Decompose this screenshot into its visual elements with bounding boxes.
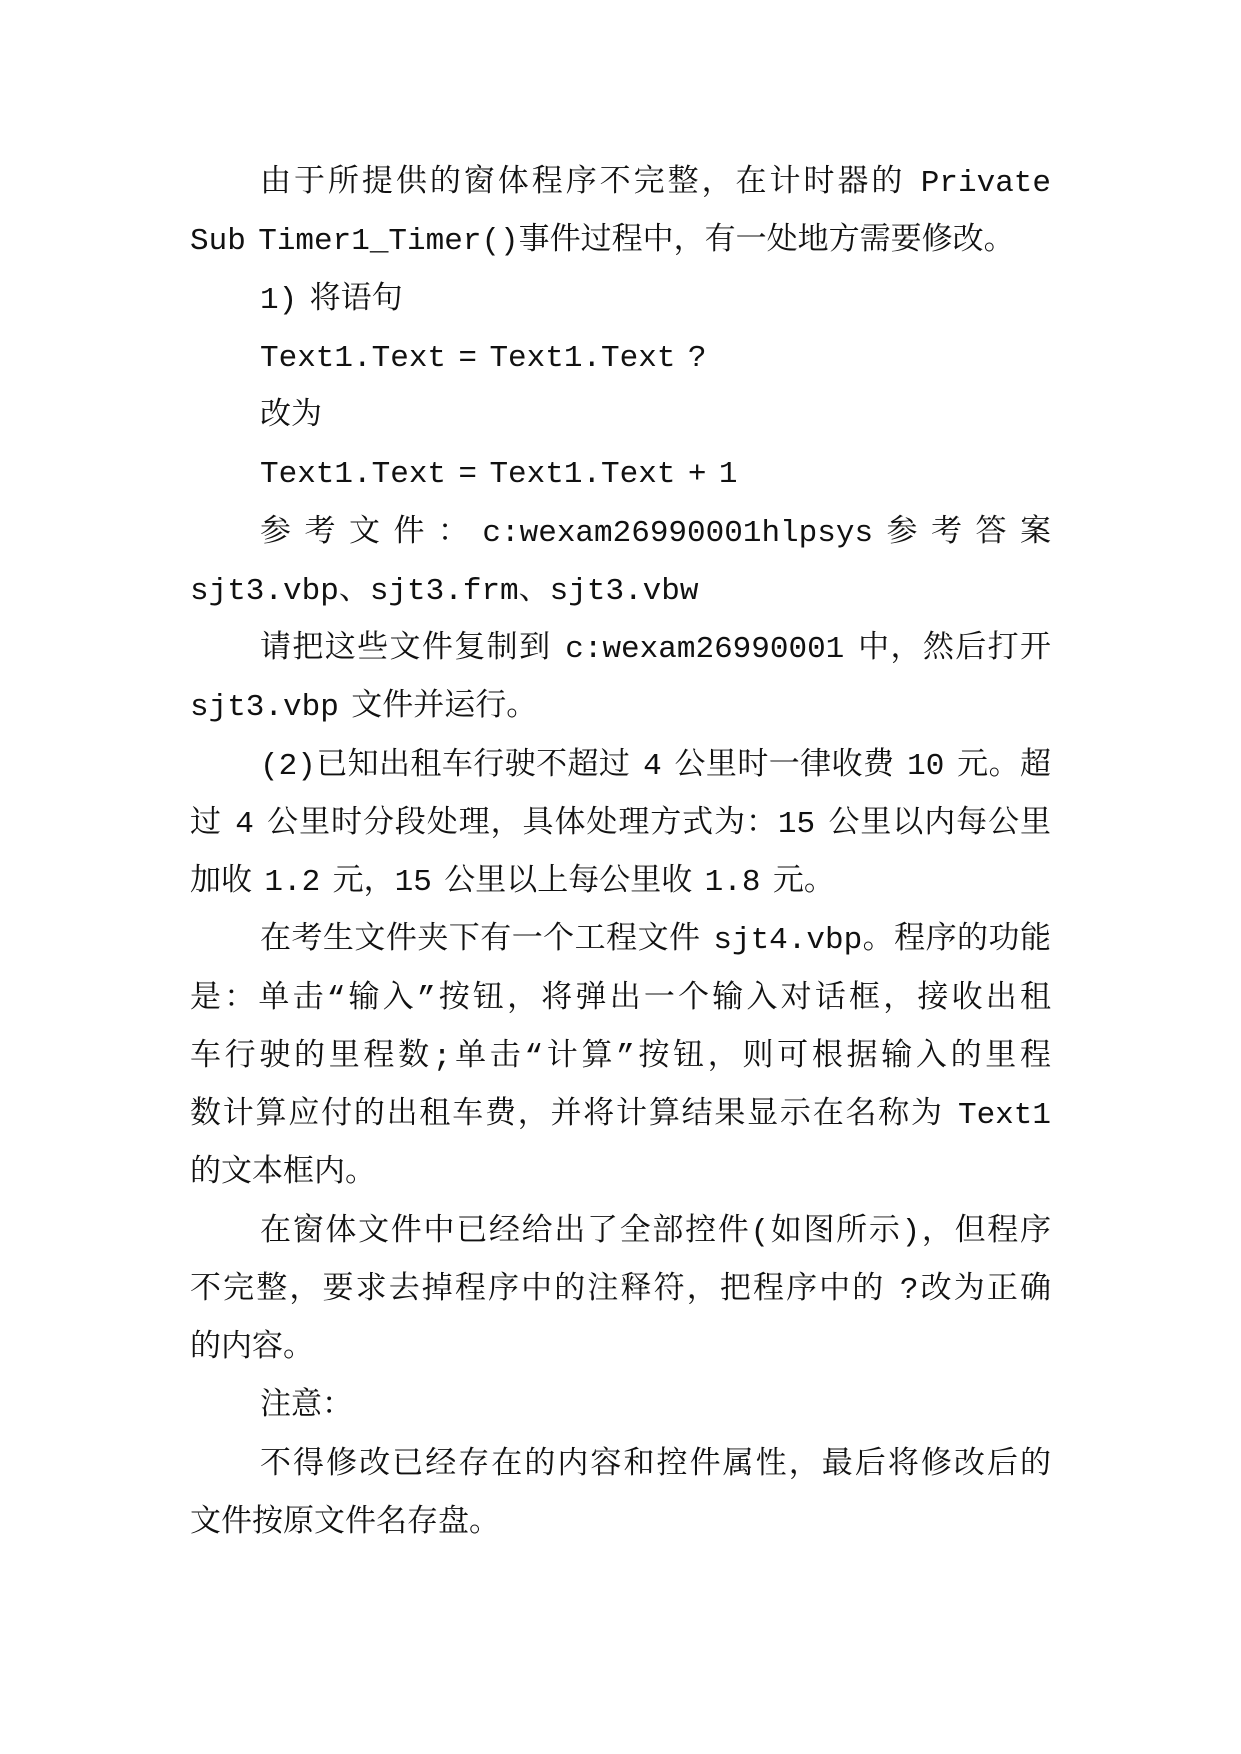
note-heading [190,1378,1051,1436]
paragraph-line: 车行驶的里程数;单击“计算”按钮，则可根据输入的里程 [190,1039,1051,1075]
paragraph-line: 请把这些文件复制到 c:wexam26990001 中，然后打开 [260,632,1051,667]
paragraph-line: Sub Timer1_Timer()事件过程中，有一处地方需要修改。 [190,224,1015,260]
paragraph-line: 注意： [260,1389,353,1425]
paragraph [190,1437,1051,1554]
code-line: Text1.Text = Text1.Text + 1 [260,457,738,493]
paragraph-line: 改为 [260,399,322,434]
paragraph [190,505,1051,622]
paragraph [190,272,1051,330]
paragraph-line: 的文本框内。 [190,1156,376,1192]
paragraph-line: 加收 1.2 元，15 公里以上每公里收 1.8 元。 [190,865,835,900]
paragraph-line: 参考文件：c:wexam26990001hlpsys参考答案 [260,515,1051,551]
code-paragraph [190,330,1051,388]
paragraph-line: 1) 将语句 [260,282,403,318]
paragraph-line: 的内容。 [190,1331,314,1366]
paragraph-line: 由于所提供的窗体程序不完整，在计时器的 Private [260,166,1051,201]
paragraph-line: 在考生文件夹下有一个工程文件 sjt4.vbp。程序的功能 [260,923,1051,959]
paragraph-line: 不得修改已经存在的内容和控件属性，最后将修改后的 [260,1447,1051,1483]
paragraph-line: sjt3.vbp、sjt3.frm、sjt3.vbw [190,573,699,609]
paragraph-line: 文件按原文件名存盘。 [190,1505,500,1541]
paragraph-line: 数计算应付的出租车费，并将计算结果显示在名称为 Text1 [190,1098,1051,1133]
paragraph-line: 不完整，要求去掉程序中的注释符，把程序中的 ?改为正确 [190,1272,1051,1308]
paragraph [190,155,1051,272]
paragraph [190,738,1051,913]
paragraph [190,621,1051,738]
paragraph [190,388,1051,446]
paragraph-line: (2)已知出租车行驶不超过 4 公里时一律收费 10 元。超 [260,748,1051,784]
code-line: Text1.Text = Text1.Text ? [260,340,707,376]
paragraph-line: 在窗体文件中已经给出了全部控件(如图所示)，但程序 [260,1214,1051,1250]
paragraph-line: sjt3.vbp 文件并运行。 [190,690,538,726]
paragraph-line: 是：单击“输入”按钮，将弹出一个输入对话框，接收出租 [190,981,1051,1017]
paragraph [190,912,1051,1203]
paragraph-line: 过 4 公里时分段处理，具体处理方式为：15 公里以内每公里 [190,806,1051,842]
code-paragraph [190,446,1051,504]
paragraph [190,1204,1051,1379]
